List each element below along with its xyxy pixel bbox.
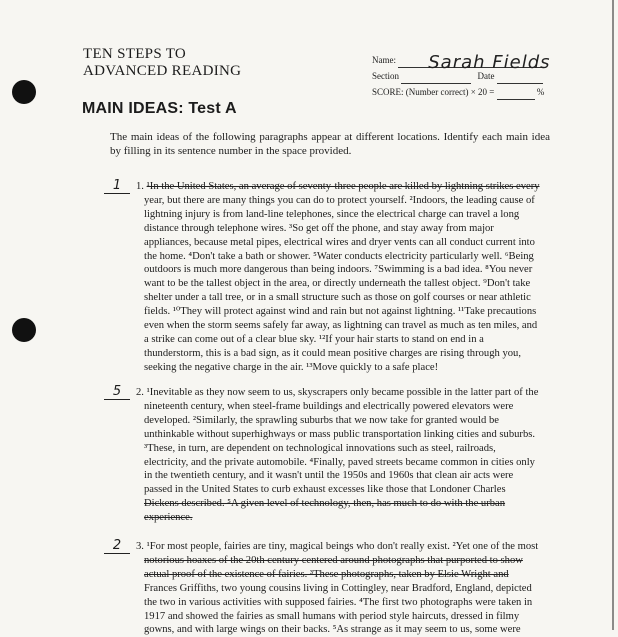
- paragraph-2-line-4: unthinkable without superhighways or mass public transportation linking cities and suburbs.: [144, 428, 536, 440]
- paragraph-1-line-3: lightning injury is from land-line telephones, since the electrical charge can travel a long: [144, 208, 520, 220]
- paragraph-3-line: [104, 540, 549, 554]
- paragraph-1-line-5: appliances, because metal pipes, electrical wires and dryer vents can all conduct current into: [144, 236, 535, 248]
- page-edge-shadow: [612, 0, 614, 630]
- paragraph-1-line: [104, 180, 549, 194]
- paragraph-1-line-6: the home. ⁴Don't take a bath or shower. ⁵Water conducts electricity particularly well. ⁶Being: [144, 250, 534, 262]
- item-number-2: 2.: [136, 387, 144, 398]
- instructions: The main ideas of the following paragraphs appear at different locations. Identify each main idea by filling in its sentence number in the space provided.: [110, 131, 550, 157]
- paragraph-1-line-1: ¹In the United States, an average of seventy-three people are killed by lightning strikes every: [146, 181, 540, 192]
- paragraph-3: [104, 540, 549, 637]
- name-row: [372, 52, 551, 73]
- paragraph-1-line-11: even when the storm seems safely far away, as lightning can travel as much as ten miles, and: [144, 320, 538, 332]
- book-title-line-1: TEN STEPS TO: [83, 46, 187, 62]
- paragraph-1: [104, 180, 549, 375]
- score-unit: %: [536, 87, 545, 97]
- paragraph-2-line-3: developed. ²Similarly, the sprawling suburbs that we now take for granted would be: [144, 414, 499, 426]
- answer-blank-1[interactable]: 1: [104, 178, 130, 194]
- paragraph-2-line-1: ¹Inevitable as they now seem to us, skyscrapers only became possible in the latter part of the: [146, 387, 539, 398]
- name-label: Name:: [372, 55, 396, 65]
- paragraph-3-line-7: gowns, and with large wings on their backs. ⁵As strange as it may seem to us, some were: [144, 624, 521, 636]
- student-info-block: [372, 52, 551, 100]
- paragraph-1-line-8: want to be the tallest object in the area, or directly underneath the tallest object. ⁹Don't take: [144, 278, 531, 290]
- paragraph-3-line-2: notorious hoaxes of the 20th century centered around photographs that purported to show: [144, 554, 523, 566]
- paragraph-3-line-1: ¹For most people, fairies are tiny, magical beings who don't really exist. ²Yet one of the most: [146, 541, 539, 552]
- answer-blank-2[interactable]: 5: [104, 384, 130, 400]
- name-handwritten-value: Sarah Fields: [428, 52, 551, 73]
- score-row: [372, 84, 546, 100]
- test-title: MAIN IDEAS: Test A: [82, 100, 237, 117]
- paragraph-2-line-6: electricity, and the private automobile. ⁴Finally, paved streets became common in cities only: [144, 456, 535, 468]
- paragraph-2: [104, 386, 549, 525]
- paragraph-1-line-4: distance through telephone wires. ³So get off the phone, and stay away from major: [144, 222, 494, 234]
- section-date-row: [372, 68, 546, 84]
- paragraph-1-line-2: year, but there are many things you can do to protect yourself. ²Indoors, the leading cause of: [144, 194, 535, 206]
- paragraph-2-line-2: nineteenth century, when steel-frame buildings and electrically powered elevators were: [144, 400, 514, 412]
- score-label: SCORE: (Number correct) × 20 =: [372, 87, 495, 97]
- paragraph-2-line: [104, 386, 549, 400]
- punch-hole-top: [12, 80, 36, 104]
- paragraph-2-line-7: in the twentieth century, and it wasn't until the 1950s and 1960s that clean air acts were: [144, 470, 514, 482]
- paragraph-1-line-10: fields. ¹⁰They will protect against wind and rain but not against lightning. ¹¹Take precautions: [144, 306, 537, 318]
- item-number-1: 1.: [136, 181, 144, 192]
- paragraph-1-line-13: thunderstorm, this is a bad sign, as it could mean positive charges are rising through you,: [144, 347, 521, 359]
- paragraph-1-line-9: shelter under a tall tree, or in a small structure such as those on golf courses or near athletic: [144, 292, 531, 304]
- paragraph-2-line-9: Dickens described. ⁵A given level of technology, then, has much to do with the urban: [144, 498, 506, 510]
- book-title-line-2: ADVANCED READING: [83, 63, 242, 79]
- paragraph-2-line-8: passed in the United States to curb exhaust excesses like those that Londoner Charles: [144, 484, 506, 496]
- paragraph-3-line-3: actual proof of the existence of fairies. ³These photographs, taken by Elsie Wright and: [144, 568, 509, 580]
- paragraph-3-line-5: the two in various activities with supposed fairies. ⁴The first two photographs were taken in: [144, 596, 533, 608]
- item-number-3: 3.: [136, 541, 144, 552]
- section-label: Section: [372, 71, 399, 81]
- paragraph-3-line-6: 1917 and showed the fairies as small humans with period style haircuts, dressed in filmy: [144, 610, 520, 622]
- paragraph-1-line-7: outdoors is much more dangerous than being indoors. ⁷Swimming is a bad idea. ⁸You never: [144, 264, 533, 276]
- punch-hole-middle: [12, 318, 36, 342]
- paragraph-1-line-12: a strike can come out of a clear blue sky. ¹²If your hair starts to stand on end in a: [144, 333, 484, 345]
- book-title: [83, 46, 241, 80]
- paragraph-1-line-14: seeking the negative charge in the air. ¹³Move quickly to a safe place!: [144, 361, 439, 373]
- paragraph-3-line-4: Frances Griffiths, two young cousins living in Cottingley, near Bradford, England, depicted: [144, 582, 532, 594]
- paragraph-2-line-10: experience.: [144, 512, 193, 524]
- answer-blank-3[interactable]: 2: [104, 538, 130, 554]
- score-field[interactable]: [497, 99, 535, 100]
- date-label: Date: [477, 71, 495, 81]
- paragraph-2-line-5: ³These, in turn, are dependent on technological innovations such as steel, railroads,: [144, 442, 496, 454]
